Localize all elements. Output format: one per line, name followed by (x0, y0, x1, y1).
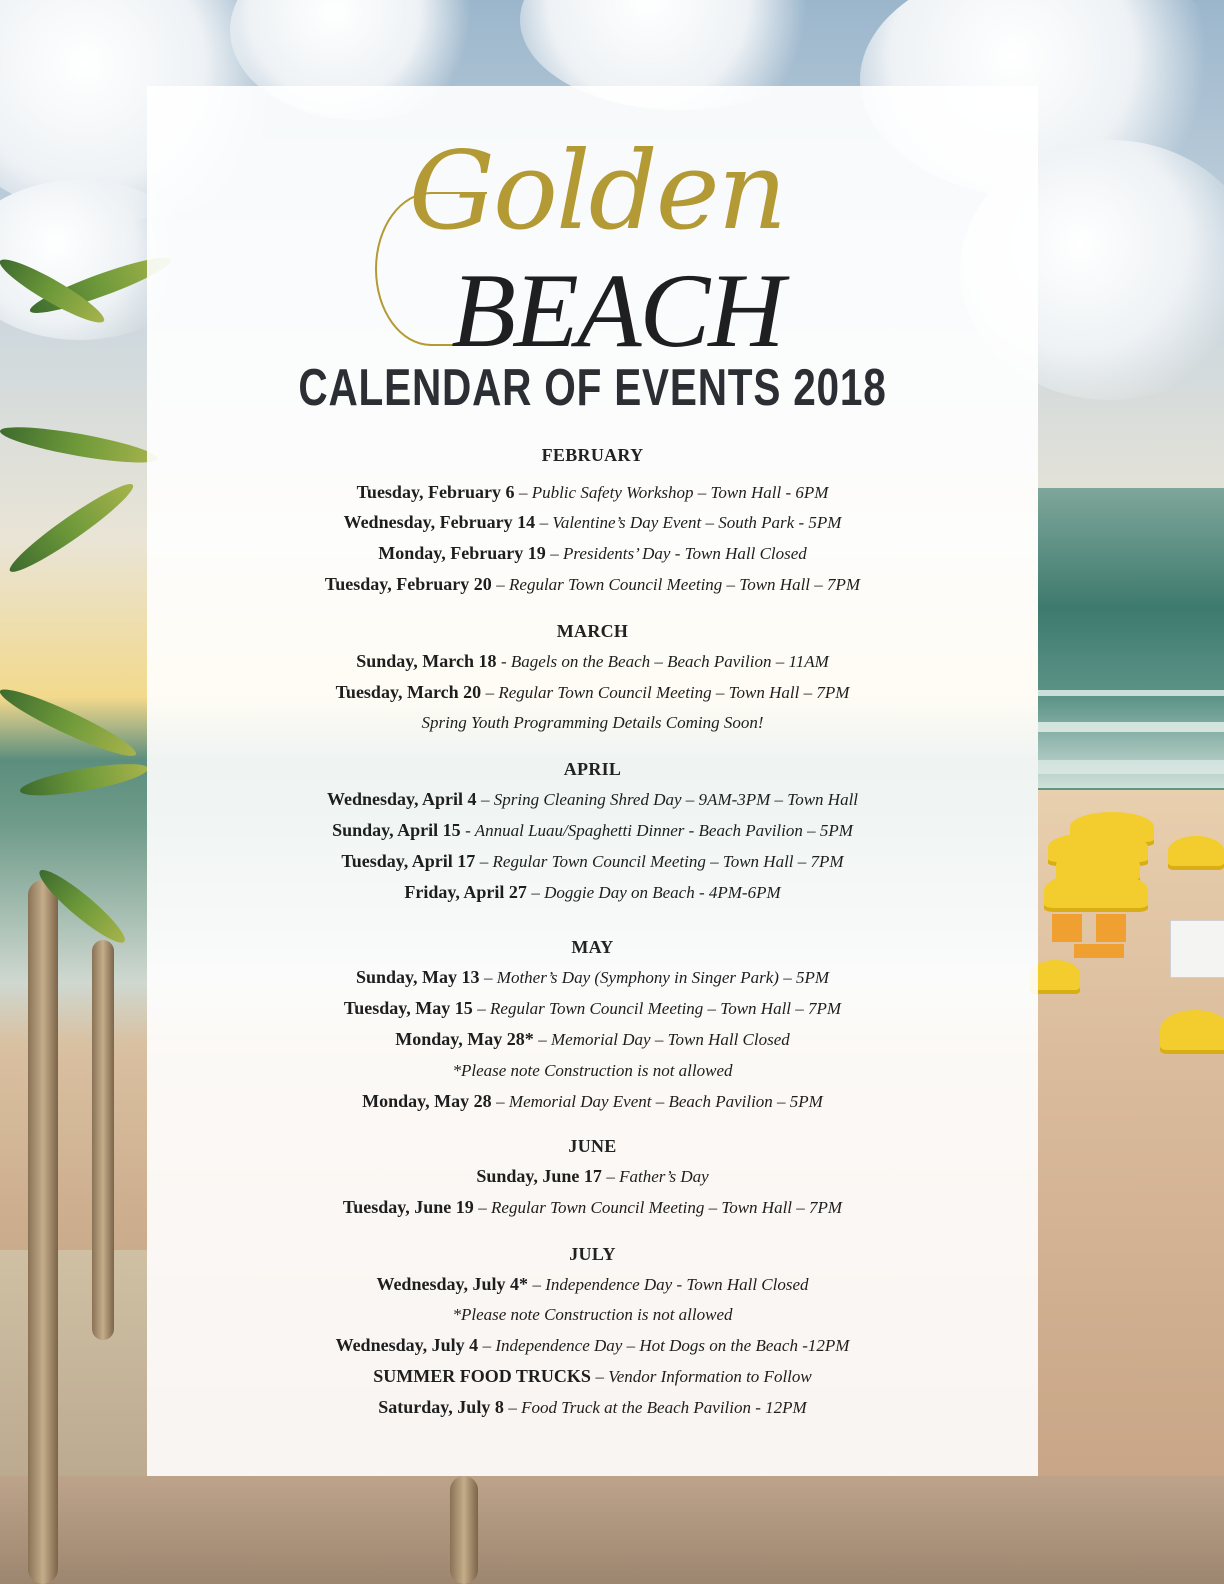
event-date: Saturday, July 8 (378, 1397, 504, 1417)
event-line (147, 1086, 1038, 1117)
event-line (147, 784, 1038, 815)
beach-umbrella (1160, 1010, 1224, 1050)
event-line (147, 646, 1038, 677)
event-description: – Vendor Information to Follow (595, 1367, 812, 1386)
event-description: – Public Safety Workshop – Town Hall - 6PM (518, 483, 829, 502)
event-description: - Bagels on the Beach – Beach Pavilion – 11AM (500, 652, 829, 671)
event-date: Tuesday, February 20 (324, 574, 492, 594)
beach-sand (1038, 790, 1224, 1584)
palm-frond (0, 420, 159, 469)
beach-chair (1074, 944, 1124, 958)
beach-chair (1052, 914, 1082, 942)
event-line (147, 962, 1038, 993)
calendar-panel (147, 86, 1038, 1476)
palm-frond (0, 681, 141, 764)
event-description: – Independence Day – Hot Dogs on the Beach -12PM (482, 1336, 850, 1355)
month-heading: FEBRUARY (541, 445, 644, 465)
palm-frond (18, 758, 150, 802)
event-description: – Mother’s Day (Symphony in Singer Park) – 5PM (484, 968, 830, 987)
ocean (1038, 488, 1224, 788)
event-line (147, 1161, 1038, 1192)
event-date: SUMMER FOOD TRUCKS (373, 1366, 591, 1386)
event-date: Tuesday, March 20 (335, 682, 482, 702)
month-heading: MAY (571, 937, 614, 957)
event-description: – Regular Town Council Meeting – Town Hall – 7PM (479, 852, 844, 871)
golden-beach-logo (147, 129, 1038, 369)
beach-umbrella (1168, 836, 1224, 866)
palm-trunk (92, 940, 114, 1340)
month-section-march (147, 618, 1038, 738)
month-section-february (147, 442, 1038, 600)
event-date: Sunday, March 18 (356, 651, 497, 671)
event-date: Tuesday, May 15 (343, 998, 473, 1018)
event-description: – Valentine’s Day Event – South Park - 5PM (539, 513, 842, 532)
logo-script-golden: Golden (408, 129, 786, 254)
month-heading: JUNE (568, 1136, 617, 1156)
event-date: Sunday, April 15 (332, 820, 461, 840)
event-date: Wednesday, July 4 (335, 1335, 479, 1355)
event-date: Sunday, May 13 (355, 967, 480, 987)
beach-sign (1170, 920, 1224, 978)
foreground-sand (0, 1476, 1224, 1584)
event-line (147, 1361, 1038, 1392)
event-description: – Presidents’ Day - Town Hall Closed (550, 544, 807, 563)
month-heading: APRIL (563, 759, 622, 779)
month-section-may (147, 934, 1038, 1117)
event-note: Spring Youth Programming Details Coming Soon! (421, 713, 764, 732)
month-section-june (147, 1133, 1038, 1223)
wave (1038, 690, 1224, 696)
event-description: – Regular Town Council Meeting – Town Hall – 7PM (496, 575, 861, 594)
page-title: CALENDAR OF EVENTS 2018 (298, 359, 887, 417)
event-description: – Father’s Day (606, 1167, 709, 1186)
event-description: – Independence Day - Town Hall Closed (532, 1275, 809, 1294)
event-date: Tuesday, June 19 (342, 1197, 474, 1217)
event-description: – Food Truck at the Beach Pavilion - 12PM (508, 1398, 807, 1417)
palm-trunk (450, 1476, 478, 1584)
event-date: Monday, May 28* (395, 1029, 534, 1049)
event-note: *Please note Construction is not allowed (452, 1305, 733, 1324)
event-description: – Regular Town Council Meeting – Town Hall – 7PM (485, 683, 850, 702)
event-description: – Memorial Day – Town Hall Closed (538, 1030, 790, 1049)
palm-frond (4, 476, 139, 580)
event-line (147, 815, 1038, 846)
events-list (147, 432, 1038, 1423)
event-date: Wednesday, April 4 (326, 789, 477, 809)
beach-umbrella (1044, 872, 1148, 908)
wave (1038, 722, 1224, 732)
event-description: – Regular Town Council Meeting – Town Hall – 7PM (477, 999, 842, 1018)
event-date: Wednesday, July 4* (376, 1274, 528, 1294)
event-line (147, 538, 1038, 569)
month-section-april (147, 756, 1038, 908)
event-line (147, 677, 1038, 708)
event-description: - Annual Luau/Spaghetti Dinner - Beach Pavilion – 5PM (465, 821, 853, 840)
event-description: – Spring Cleaning Shred Day – 9AM-3PM – Town Hall (481, 790, 859, 809)
event-line (147, 1269, 1038, 1300)
event-date: Monday, May 28 (362, 1091, 492, 1111)
palm-trunk (28, 880, 58, 1584)
event-line (147, 1392, 1038, 1423)
event-description: – Memorial Day Event – Beach Pavilion – 5PM (496, 1092, 823, 1111)
event-description: – Regular Town Council Meeting – Town Hall – 7PM (478, 1198, 843, 1217)
event-line (147, 877, 1038, 908)
event-line (147, 507, 1038, 538)
event-line (147, 1330, 1038, 1361)
event-date: Wednesday, February 14 (343, 512, 536, 532)
event-date: Sunday, June 17 (476, 1166, 602, 1186)
event-date: Monday, February 19 (378, 543, 546, 563)
wave (1038, 760, 1224, 774)
logo-beach-wordmark: BEACH (451, 252, 783, 369)
event-line (147, 993, 1038, 1024)
month-section-july (147, 1241, 1038, 1423)
event-date: Tuesday, April 17 (341, 851, 476, 871)
event-line (147, 1024, 1038, 1055)
event-description: – Doggie Day on Beach - 4PM-6PM (531, 883, 781, 902)
event-line (147, 478, 1038, 507)
event-date: Friday, April 27 (404, 882, 527, 902)
month-heading: JULY (569, 1244, 616, 1264)
event-note: *Please note Construction is not allowed (452, 1061, 733, 1080)
event-line (147, 846, 1038, 877)
beach-chair (1096, 914, 1126, 942)
month-heading: MARCH (556, 621, 629, 641)
event-line (147, 1192, 1038, 1223)
event-line (147, 569, 1038, 600)
event-date: Tuesday, February 6 (356, 482, 515, 502)
